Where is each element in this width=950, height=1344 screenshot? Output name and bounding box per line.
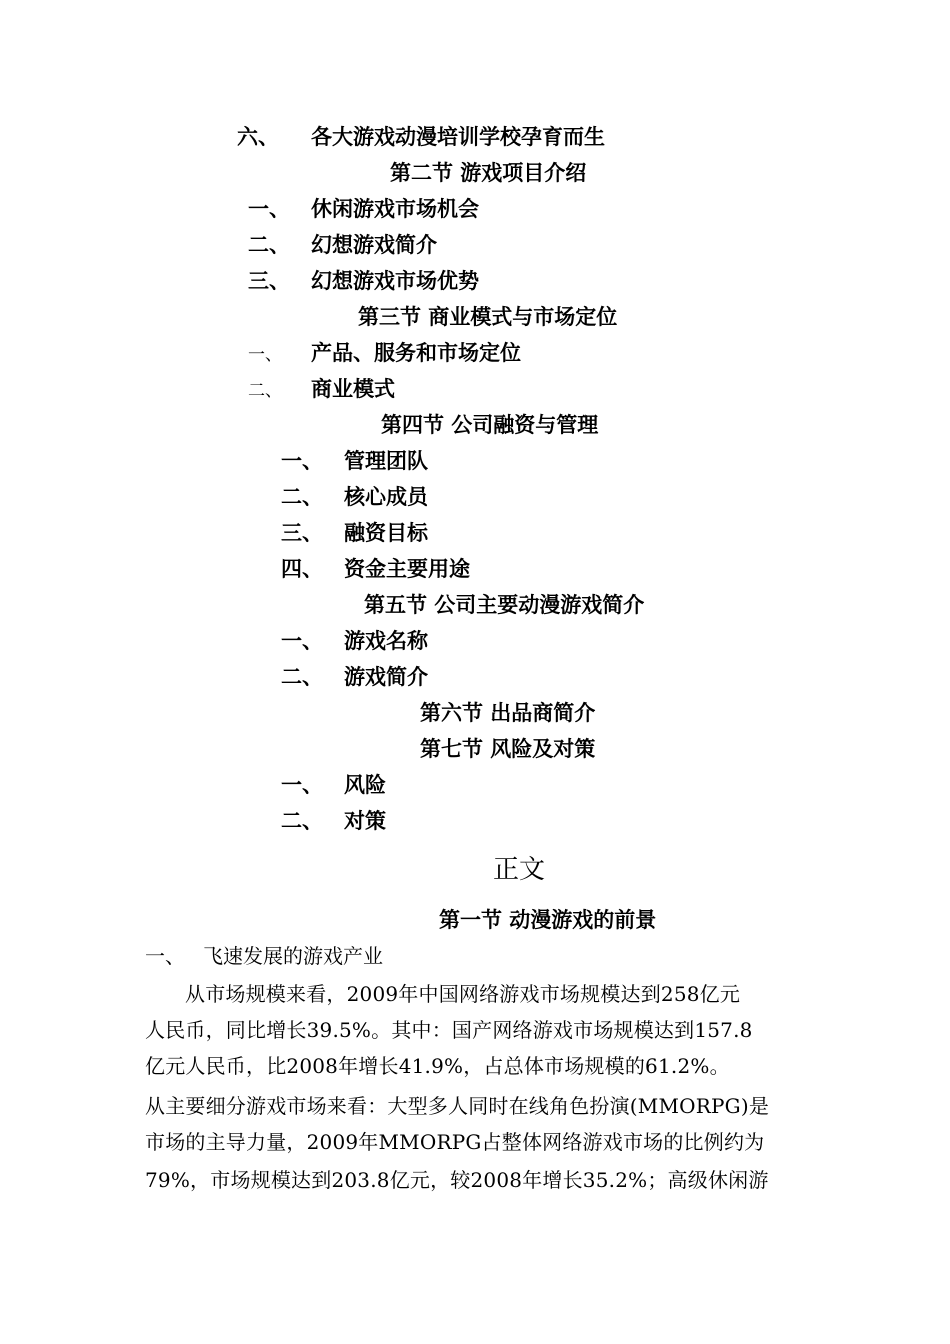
toc-entry-number: 二、 [248,381,282,401]
toc-section-heading: 第七节 风险及对策 [420,736,596,761]
section-heading: 第一节 动漫游戏的前景 [439,907,657,932]
toc-entry-text: 幻想游戏简介 [311,232,437,257]
toc-entry-text: 商业模式 [311,376,395,401]
toc-entry [281,662,428,692]
toc-entry-text: 风险 [344,772,386,797]
toc-section-heading: 第四节 公司融资与管理 [381,412,599,437]
list-item-number: 一、 [145,944,185,968]
paragraph-line: 亿元人民币，比2008年增长41.9%，占总体市场规模的61.2%。 [145,1054,730,1078]
paragraph-line: 从市场规模来看，2009年中国网络游戏市场规模达到258亿元 [185,982,741,1006]
toc-entry [281,518,428,548]
toc-entry-text: 游戏名称 [344,628,428,653]
toc-entry-text: 管理团队 [344,448,428,473]
toc-entry-text: 资金主要用途 [344,556,470,581]
toc-entry [281,806,386,836]
toc-section-heading: 第五节 公司主要动漫游戏简介 [364,592,645,617]
toc-entry-text: 融资目标 [344,520,428,545]
page-title: 正文 [493,855,546,885]
toc-entry [248,266,479,296]
toc-entry [281,770,386,800]
toc-entry [248,230,437,260]
toc-entry-number: 一、 [281,448,323,473]
toc-entry [281,446,428,476]
toc-entry [281,482,428,512]
paragraph-line: 人民币，同比增长39.5%。其中：国产网络游戏市场规模达到157.8 [145,1018,753,1042]
toc-entry-text: 休闲游戏市场机会 [311,196,479,221]
toc-section-heading: 第三节 商业模式与市场定位 [358,304,618,329]
toc-section-heading: 第六节 出品商简介 [420,700,596,725]
toc-entry-text: 幻想游戏市场优势 [311,268,479,293]
toc-entry [248,374,395,406]
toc-entry [237,122,605,152]
toc-section-heading: 第二节 游戏项目介绍 [390,160,587,185]
paragraph-line: 79%，市场规模达到203.8亿元，较2008年增长35.2%；高级休闲游 [145,1168,769,1192]
toc-entry-number: 一、 [281,772,323,797]
toc-entry-number: 二、 [281,484,323,509]
toc-entry [281,554,470,584]
toc-entry-text: 产品、服务和市场定位 [311,340,521,365]
toc-entry-number: 二、 [248,232,290,257]
toc-entry-number: 一、 [248,345,282,365]
toc-entry-text: 游戏简介 [344,664,428,689]
toc-entry-number: 一、 [248,196,290,221]
toc-entry-number: 三、 [281,520,323,545]
toc-entry-number: 二、 [281,808,323,833]
toc-entry-text: 各大游戏动漫培训学校孕育而生 [311,124,605,149]
toc-entry [281,626,428,656]
toc-entry-number: 三、 [248,268,290,293]
toc-entry-number: 二、 [281,664,323,689]
toc-entry-number: 一、 [281,628,323,653]
paragraph-line: 从主要细分游戏市场来看：大型多人同时在线角色扮演(MMORPG)是 [145,1094,770,1118]
paragraph-line: 市场的主导力量，2009年MMORPG占整体网络游戏市场的比例约为 [145,1130,765,1154]
list-item-text: 飞速发展的游戏产业 [203,944,383,968]
list-item [145,941,383,971]
toc-entry-number: 四、 [281,556,323,581]
toc-entry [248,194,479,224]
toc-entry [248,338,521,370]
toc-entry-text: 对策 [344,808,386,833]
toc-entry-text: 核心成员 [344,484,428,509]
toc-entry-number: 六、 [237,124,279,149]
